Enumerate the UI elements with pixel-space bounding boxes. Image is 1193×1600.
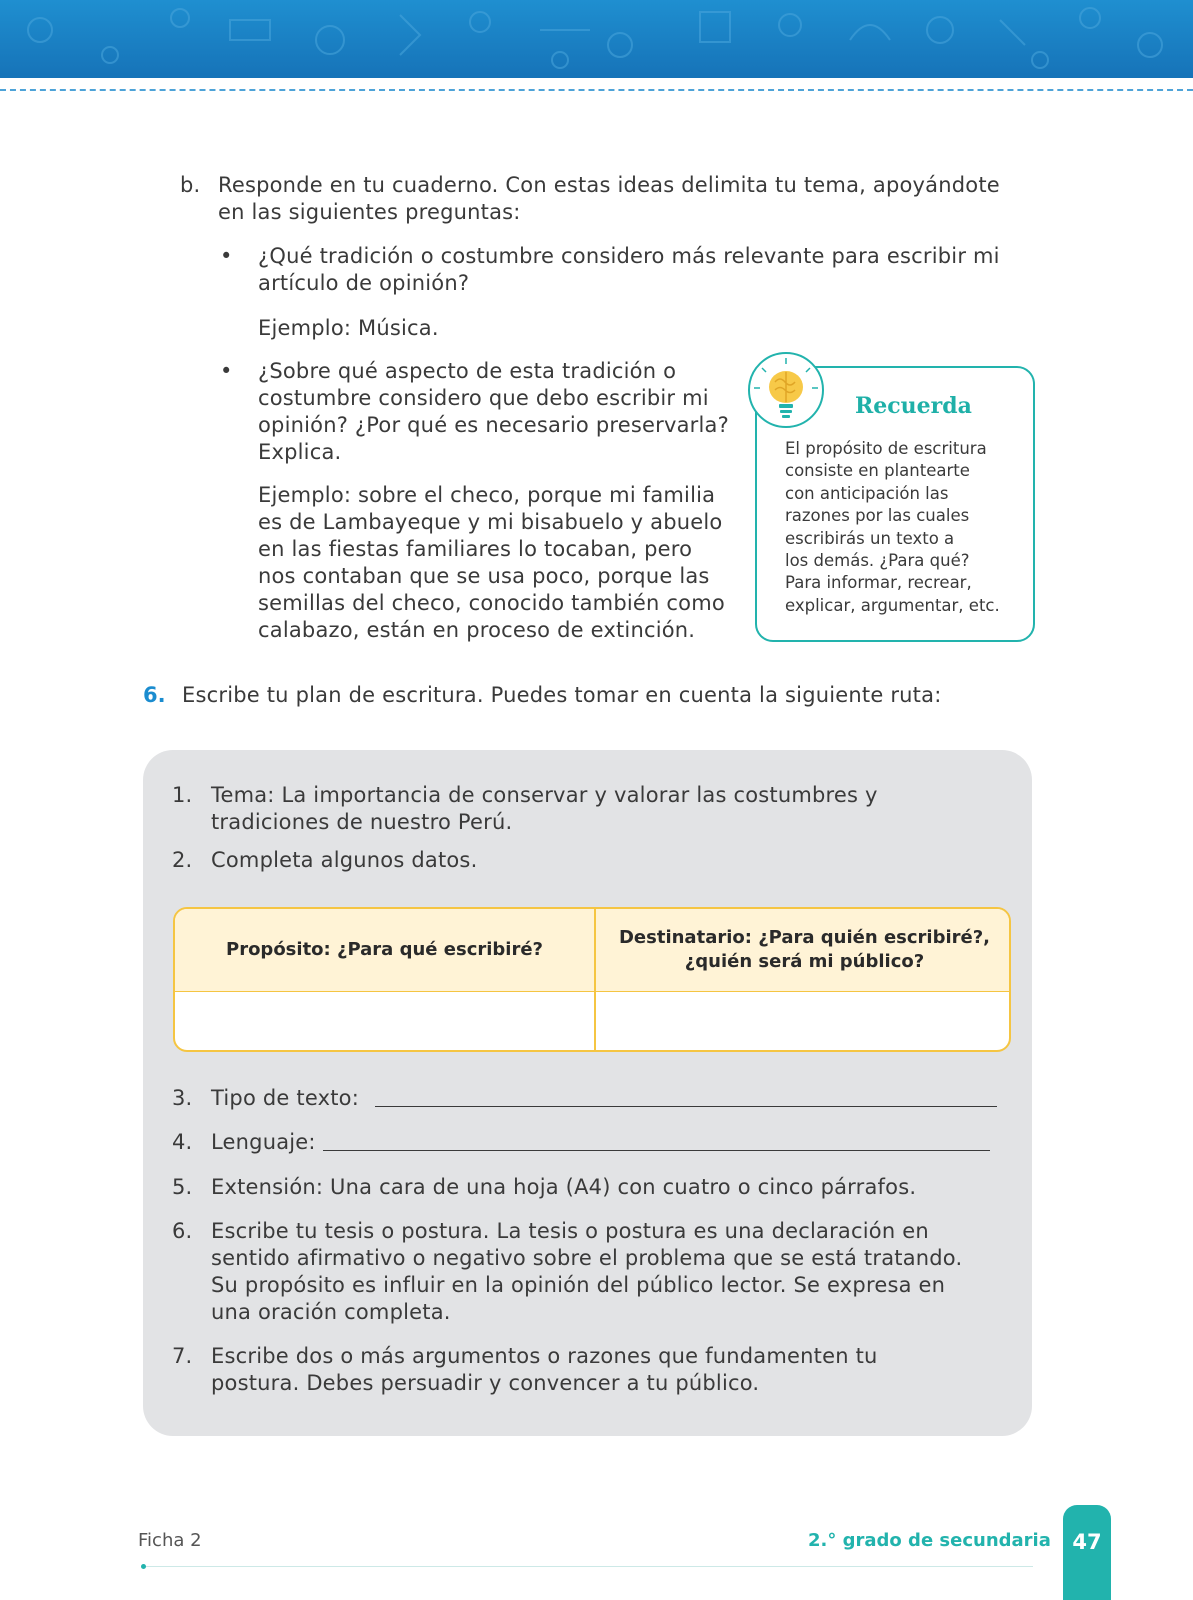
lightbulb-brain-icon xyxy=(748,352,824,428)
footer-dot-icon xyxy=(141,1564,146,1569)
bullet-2-example-line: en las fiestas familiares lo tocaban, pero xyxy=(258,537,693,561)
plan-table xyxy=(173,907,1011,1052)
recuerda-line: El propósito de escritura xyxy=(785,439,987,458)
plan-item-2-text: Completa algunos datos. xyxy=(211,848,478,872)
bullet-2-line: opinión? ¿Por qué es necesario preservarla? xyxy=(258,413,729,437)
plan-item-7-line: postura. Debes persuadir y convencer a tu público. xyxy=(211,1371,760,1395)
recuerda-line: Para informar, recrear, xyxy=(785,573,972,593)
text-type-answer-line[interactable] xyxy=(375,1106,997,1107)
recuerda-line: escribirás un texto a xyxy=(785,528,955,548)
audience-answer-cell[interactable] xyxy=(596,992,1011,1052)
plan-item-number: 6. xyxy=(172,1219,193,1243)
plan-item-5-text: Extensión: Una cara de una hoja (A4) con cuatro o cinco párrafos. xyxy=(211,1175,917,1199)
plan-item-number: 4. xyxy=(172,1130,193,1154)
plan-item-7-line: Escribe dos o más argumentos o razones que fundamenten tu xyxy=(211,1344,878,1368)
doodle-pattern-icon xyxy=(0,0,1193,78)
plan-item-6-line: sentido afirmativo o negativo sobre el problema que se está tratando. xyxy=(211,1246,963,1270)
plan-item-number: 1. xyxy=(172,783,193,807)
purpose-answer-cell[interactable] xyxy=(175,992,594,1052)
plan-item-number: 5. xyxy=(172,1175,193,1199)
bullet-1-line1: ¿Qué tradición o costumbre considero más relevante para escribir mi xyxy=(258,244,1000,268)
bullet-1-marker: • xyxy=(220,244,233,268)
footer-section-label: Ficha 2 xyxy=(138,1530,202,1551)
recuerda-text xyxy=(785,438,1025,617)
bullet-2-marker: • xyxy=(220,359,233,383)
footer-grade-label: 2.° grado de secundaria xyxy=(808,1530,1051,1551)
step-6-text: Escribe tu plan de escritura. Puedes tomar en cuenta la siguiente ruta: xyxy=(182,683,942,707)
plan-item-3-text: Tipo de texto: xyxy=(211,1086,359,1110)
bullet-2-example-line: semillas del checo, conocido también como xyxy=(258,591,725,615)
recuerda-line: los demás. ¿Para qué? xyxy=(785,551,970,571)
footer-divider xyxy=(143,1566,1033,1567)
step-6-number: 6. xyxy=(143,683,166,707)
plan-item-4-text: Lenguaje: xyxy=(211,1130,316,1154)
audience-header-line1: Destinatario: ¿Para quién escribiré?, xyxy=(618,927,991,948)
page-number: 47 xyxy=(1072,1530,1102,1554)
item-b-line2: en las siguientes preguntas: xyxy=(218,200,521,224)
recuerda-line: con anticipación las xyxy=(785,483,949,503)
bullet-2-line: ¿Sobre qué aspecto de esta tradición o xyxy=(258,359,677,383)
recuerda-title: Recuerda xyxy=(855,393,972,419)
plan-item-number: 2. xyxy=(172,848,193,872)
item-b-marker: b. xyxy=(180,173,201,197)
plan-item-number: 3. xyxy=(172,1086,193,1110)
plan-item-1-line1: Tema: La importancia de conservar y valorar las costumbres y xyxy=(211,783,878,807)
recuerda-line: explicar, argumentar, etc. xyxy=(785,595,1000,615)
plan-item-6-line: una oración completa. xyxy=(211,1300,451,1324)
item-b-line1: Responde en tu cuaderno. Con estas ideas delimita tu tema, apoyándote xyxy=(218,173,1000,197)
bullet-2-example-line: Ejemplo: sobre el checo, porque mi familia xyxy=(258,483,716,507)
audience-header-line2: ¿quién será mi público? xyxy=(684,951,925,972)
purpose-column-header: Propósito: ¿Para qué escribiré? xyxy=(226,939,543,960)
plan-item-6-line: Su propósito es influir en la opinión del público lector. Se expresa en xyxy=(211,1273,946,1297)
header-dashed-divider xyxy=(0,89,1193,91)
audience-column-header xyxy=(596,926,1011,974)
bullet-2-example-line: es de Lambayeque y mi bisabuelo y abuelo xyxy=(258,510,723,534)
bullet-1-line2: artículo de opinión? xyxy=(258,271,470,295)
header-banner xyxy=(0,0,1193,78)
bullet-1-example: Ejemplo: Música. xyxy=(258,316,439,340)
bullet-2-example-line: nos contaban que se usa poco, porque las xyxy=(258,564,710,588)
bullet-2-line: Explica. xyxy=(258,440,342,464)
plan-item-number: 7. xyxy=(172,1344,193,1368)
bullet-2-line: costumbre considero que debo escribir mi xyxy=(258,386,709,410)
language-answer-line[interactable] xyxy=(323,1150,990,1151)
bullet-2-example-line: calabazo, están en proceso de extinción. xyxy=(258,618,696,642)
plan-item-1-line2: tradiciones de nuestro Perú. xyxy=(211,810,513,834)
plan-item-6-line: Escribe tu tesis o postura. La tesis o postura es una declaración en xyxy=(211,1219,929,1243)
recuerda-line: consiste en plantearte xyxy=(785,461,970,481)
recuerda-line: razones por las cuales xyxy=(785,506,970,526)
